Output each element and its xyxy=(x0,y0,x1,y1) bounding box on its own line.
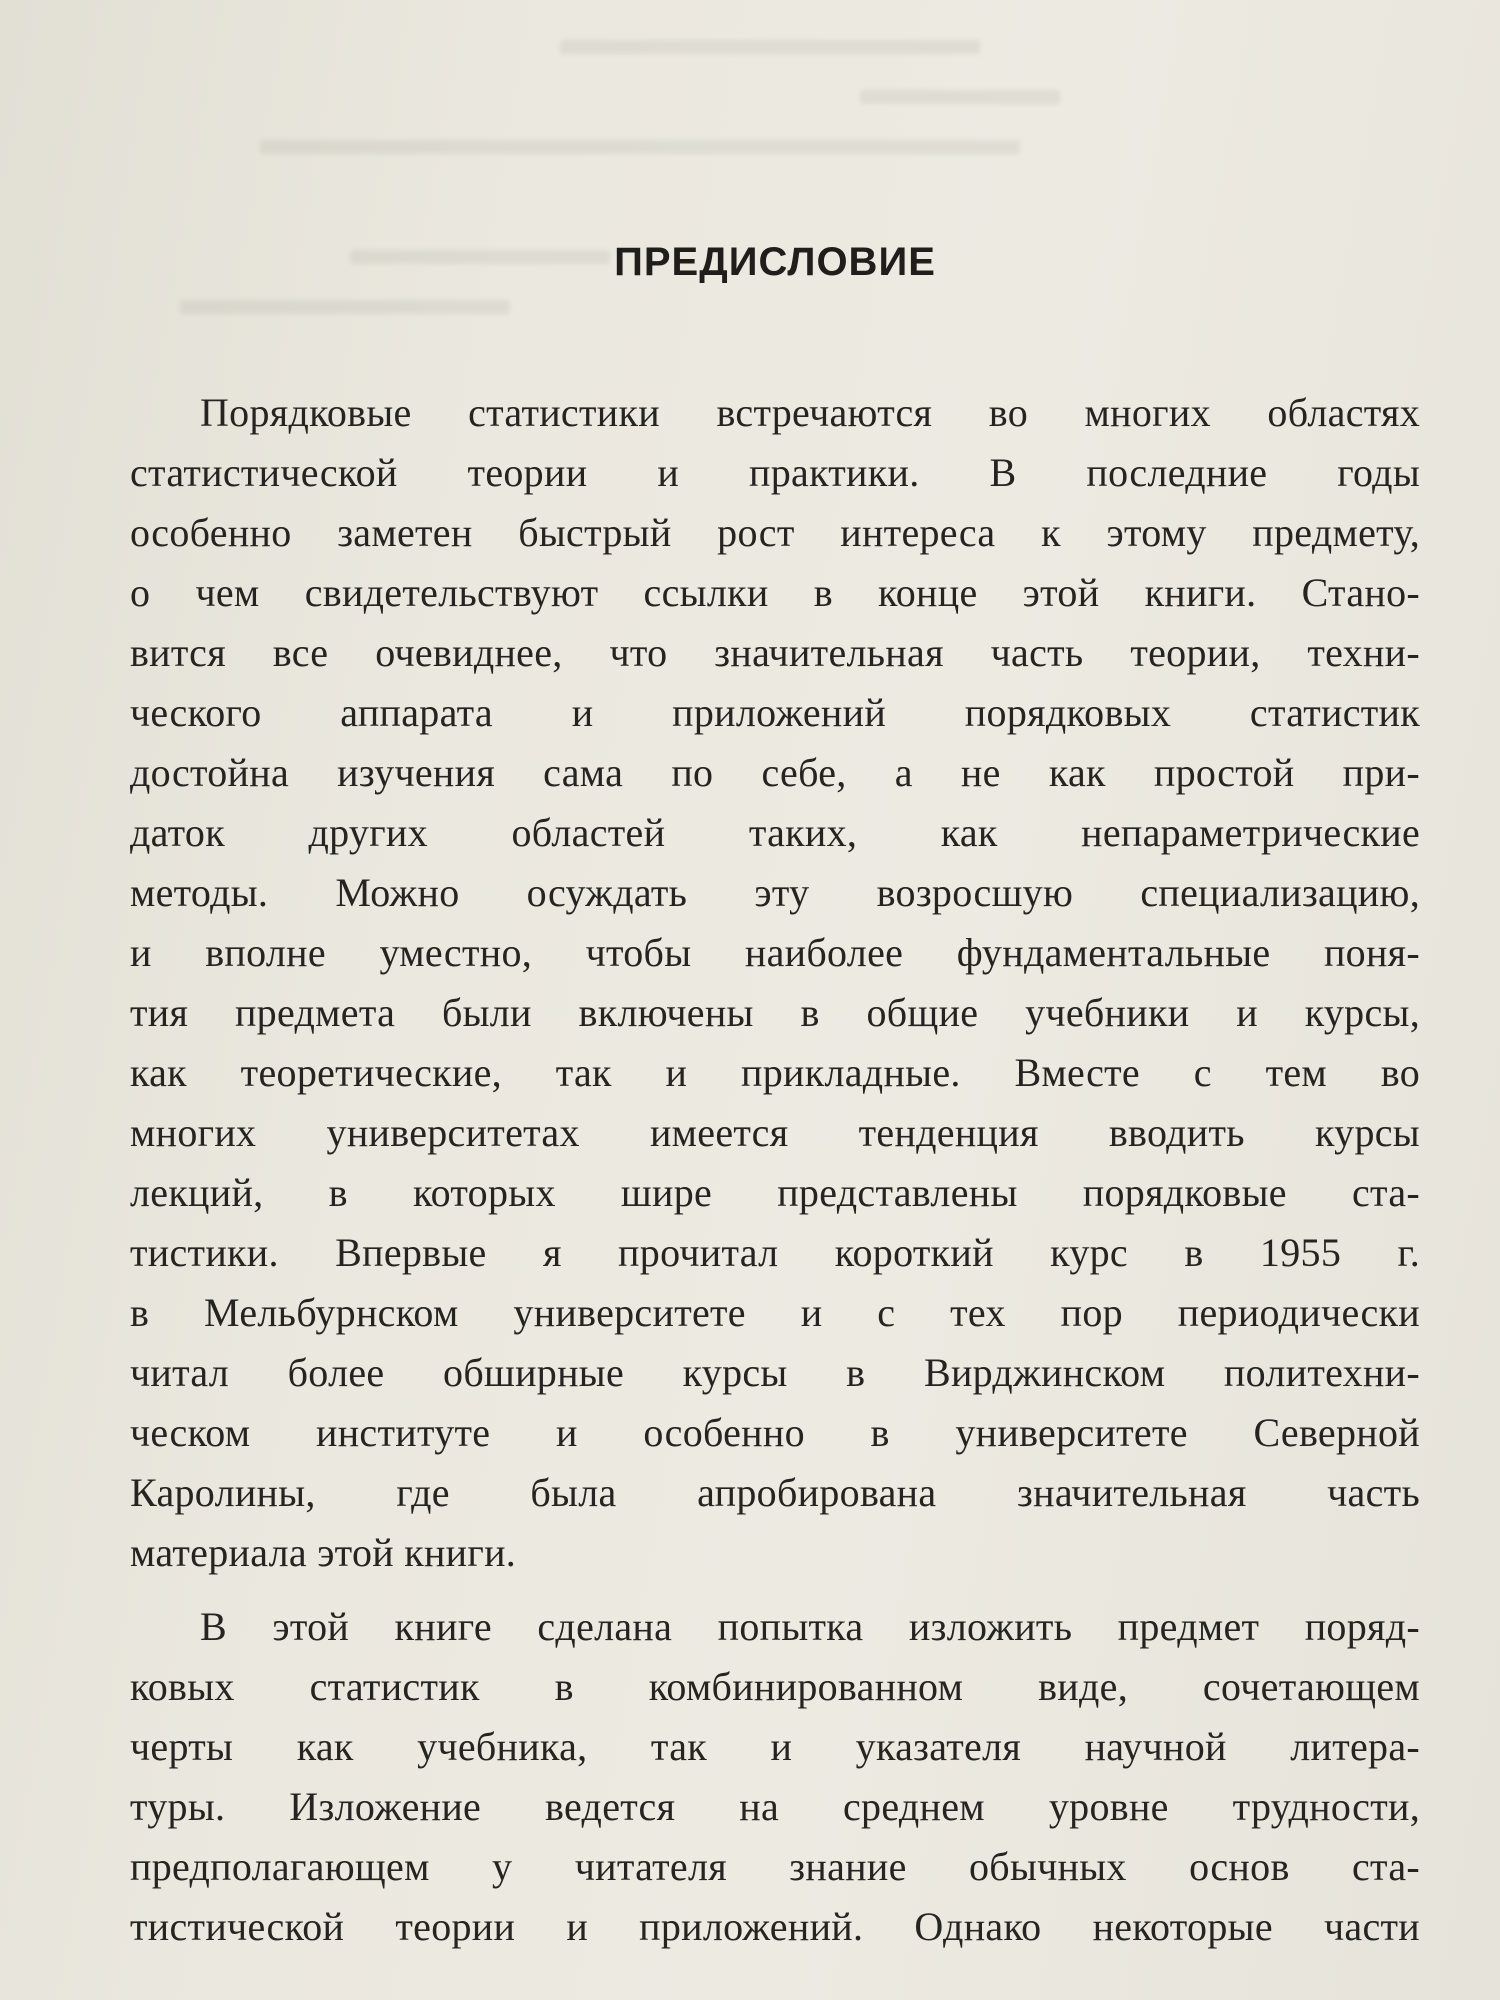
text-line: читал более обширные курсы в Вирджинском политехни- xyxy=(130,1350,1420,1395)
text-line: тистической теории и приложений. Однако некоторые части xyxy=(130,1904,1420,1949)
text-line: материала этой книги. xyxy=(130,1530,517,1575)
text-line: ковых статистик в комбинированном виде, сочетающем xyxy=(130,1664,1420,1709)
text-line: В этой книге сделана попытка изложить предмет поряд- xyxy=(200,1604,1420,1649)
text-line: особенно заметен быстрый рост интереса к этому предмету, xyxy=(130,510,1420,555)
text-line: статистической теории и практики. В последние годы xyxy=(130,450,1420,495)
text-line: ческого аппарата и приложений порядковых статистик xyxy=(130,690,1420,735)
text-line: в Мельбурнском университете и с тех пор периодически xyxy=(130,1290,1420,1335)
text-line: достойна изучения сама по себе, а не как простой при- xyxy=(130,750,1420,795)
text-line: о чем свидетельствуют ссылки в конце этой книги. Стано- xyxy=(130,570,1420,615)
text-line: и вполне уместно, чтобы наиболее фундаментальные поня- xyxy=(130,930,1420,975)
text-line: Каролины, где была апробирована значительная часть xyxy=(130,1470,1420,1515)
paragraph-2 xyxy=(130,1597,1420,1957)
text-line: предполагающем у читателя знание обычных основ ста- xyxy=(130,1844,1420,1889)
text-line: лекций, в которых шире представлены порядковые ста- xyxy=(130,1170,1420,1215)
text-line: тистики. Впервые я прочитал короткий курс в 1955 г. xyxy=(130,1230,1420,1275)
text-line: черты как учебника, так и указателя научной литера- xyxy=(130,1724,1420,1769)
text-line: Порядковые статистики встречаются во многих областях xyxy=(200,390,1420,435)
text-line: методы. Можно осуждать эту возросшую специализацию, xyxy=(130,870,1420,915)
text-line: вится все очевиднее, что значительная часть теории, техни- xyxy=(130,630,1420,675)
text-line: туры. Изложение ведется на среднем уровне трудности, xyxy=(130,1784,1420,1829)
page-title: ПРЕДИСЛОВИЕ xyxy=(614,240,936,284)
text-line: многих университетах имеется тенденция вводить курсы xyxy=(130,1110,1420,1155)
paragraph-1 xyxy=(130,383,1420,1583)
text-line: даток других областей таких, как непараметрические xyxy=(130,810,1420,855)
text-line: ческом институте и особенно в университете Северной xyxy=(130,1410,1420,1455)
text-line: тия предмета были включены в общие учебники и курсы, xyxy=(130,990,1420,1035)
text-line: как теоретические, так и прикладные. Вместе с тем во xyxy=(130,1050,1420,1095)
page-content xyxy=(130,240,1420,1957)
